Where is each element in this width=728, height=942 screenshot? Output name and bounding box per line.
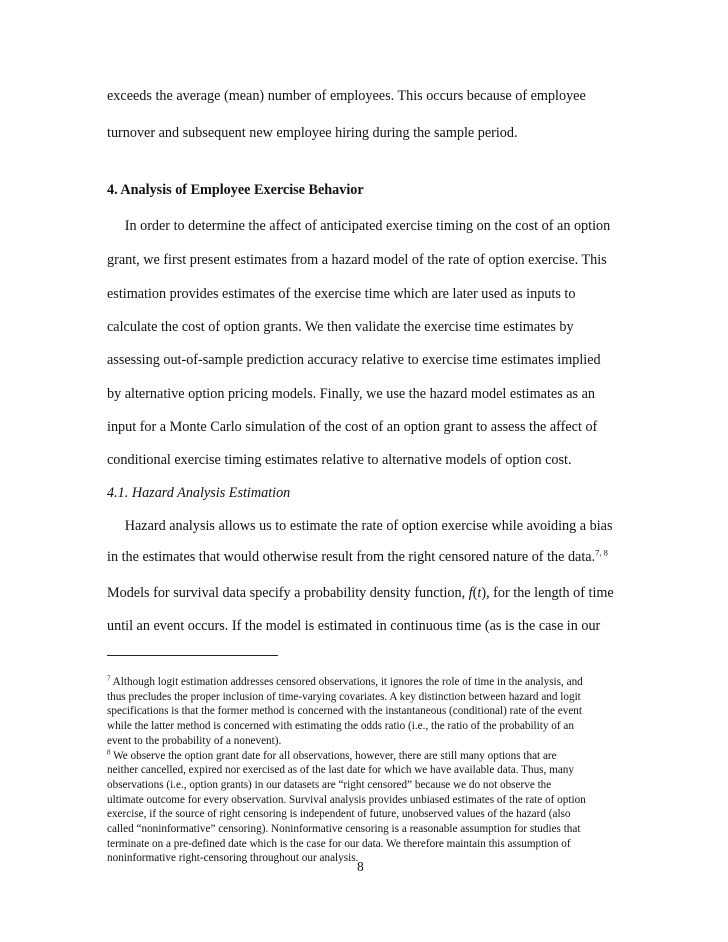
paragraph-line: conditional exercise timing estimates relative to alternative models of option cost.: [107, 452, 572, 468]
footnote-line: specifications is that the former method is concerned with the instantaneous (conditional) rate of the event: [107, 705, 583, 718]
footnote-line: thus precludes the proper inclusion of time-varying covariates. A key distinction between hazard and logit: [107, 690, 581, 703]
footnote-line: [107, 675, 627, 690]
paragraph-line: Hazard analysis allows us to estimate the rate of option exercise while avoiding a bias: [107, 518, 613, 534]
paragraph-line: until an event occurs. If the model is estimated in continuous time (as is the case in our: [107, 618, 601, 634]
footnote-text: Although logit estimation addresses censored observations, it ignores the role of time in the analysis, and: [110, 676, 583, 688]
paragraph-line: grant, we first present estimates from a hazard model of the rate of option exercise. This: [107, 252, 607, 268]
paragraph-line: estimation provides estimates of the exercise time which are later used as inputs to: [107, 286, 576, 302]
footnote-line: while the latter method is concerned with estimating the odds ratio (i.e., the ratio of the probability of an: [107, 720, 574, 733]
section-heading: 4. Analysis of Employee Exercise Behavior: [107, 182, 364, 198]
math-symbol: t: [477, 585, 482, 601]
footnote-divider: [107, 655, 278, 656]
footnote-line: [107, 749, 627, 764]
paragraph-text: (: [472, 585, 478, 601]
footnote-line: noninformative right-censoring throughout our analysis.: [107, 852, 359, 865]
paragraph-text: Models for survival data specify a probability density function,: [107, 585, 469, 601]
footnote-line: ultimate outcome for every observation. Survival analysis provides unbiased estimates of the rate of option: [107, 793, 586, 806]
body-line: turnover and subsequent new employee hiring during the sample period.: [107, 125, 518, 141]
page-number: 8: [357, 859, 364, 874]
paragraph-line: input for a Monte Carlo simulation of the cost of an option grant to assess the affect of: [107, 419, 598, 435]
footnote-reference: 7, 8: [595, 547, 608, 558]
paragraph-line: [107, 584, 614, 602]
paragraph-line: calculate the cost of option grants. We then validate the exercise time estimates by: [107, 319, 574, 335]
footnote-line: terminate on a pre-defined date which is the case for our data. We therefore maintain this assumption of: [107, 837, 571, 850]
paragraph-text: ), for the length of time: [481, 585, 614, 601]
footnote-line: called “noninformative” censoring). Noninformative censoring is a reasonable assumption for studies that: [107, 823, 581, 836]
subsection-heading: 4.1. Hazard Analysis Estimation: [107, 485, 291, 501]
footnote-number: 7: [107, 674, 111, 683]
paragraph-line: by alternative option pricing models. Finally, we use the hazard model estimates as an: [107, 386, 596, 402]
paragraph-line: assessing out-of-sample prediction accuracy relative to exercise time estimates implied: [107, 352, 601, 368]
footnote-line: observations (i.e., option grants) in our datasets are “right censored” because we do not observe the: [107, 778, 552, 791]
paragraph-line: [107, 548, 608, 566]
body-line: exceeds the average (mean) number of employees. This occurs because of employee: [107, 88, 586, 104]
footnote-number: 8: [107, 747, 111, 756]
footnotes: [107, 675, 627, 866]
footnote-text: We observe the option grant date for all observations, however, there are still many options that are: [110, 749, 557, 762]
math-symbol: f: [468, 585, 473, 601]
paragraph-text: in the estimates that would otherwise result from the right censored nature of the data.: [107, 549, 596, 565]
footnote-line: event to the probability of a nonevent).: [107, 734, 282, 747]
paragraph-line: In order to determine the affect of anticipated exercise timing on the cost of an option: [107, 218, 611, 234]
footnote-line: neither cancelled, expired nor exercised as of the last date for which we have available data. Thus, many: [107, 764, 574, 777]
footnote-line: exercise, if the source of right censoring is independent of future, unobserved values of the hazard (also: [107, 808, 571, 821]
